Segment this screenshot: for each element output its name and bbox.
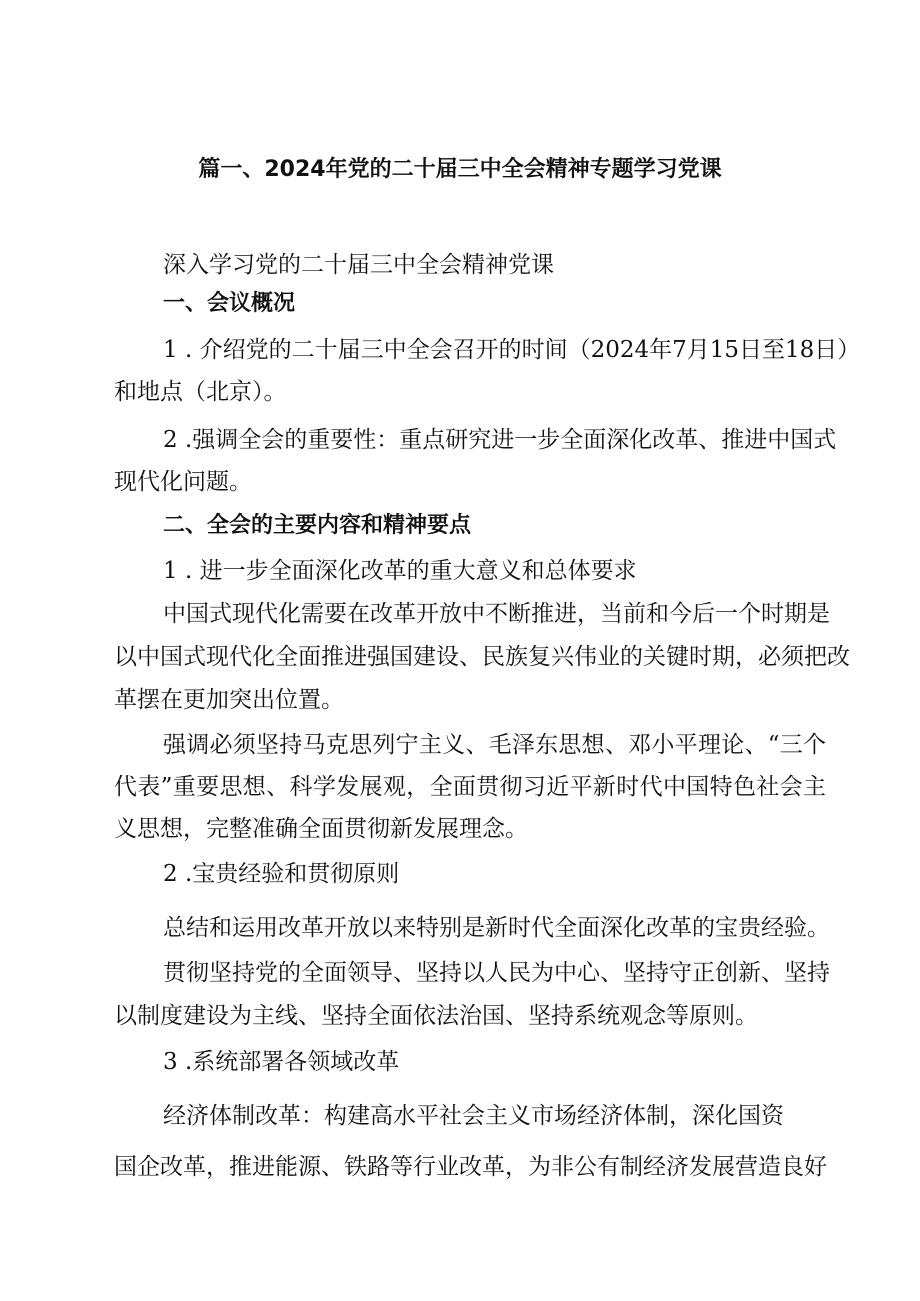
subtitle-line: 深入学习党的二十届三中全会精神党课: [163, 252, 554, 278]
paragraph-line: 强调必须坚持马克思列宁主义、毛泽东思想、邓小平理论、“三个: [163, 732, 826, 758]
paragraph-line: 革摆在更加突出位置。: [114, 687, 344, 713]
paragraph-line: 中国式现代化需要在改革开放中不断推进，当前和今后一个时期是: [163, 601, 830, 627]
paragraph-line: 和地点（北京）。: [114, 379, 287, 405]
paragraph-line: 以中国式现代化全面推进强国建设、民族复兴伟业的关键时期，必须把改: [114, 644, 850, 670]
paragraph-line: 国企改革，推进能源、铁路等行业改革，为非公有制经济发展营造良好: [114, 1154, 827, 1180]
paragraph-line: 总结和运用改革开放以来特别是新时代全面深化改革的宝贵经验。: [163, 915, 830, 941]
paragraph-line: 义思想，完整准确全面贯彻新发展理念。: [114, 816, 528, 842]
paragraph-line: 2 .宝贵经验和贯彻原则: [163, 861, 400, 887]
paragraph-line: 贯彻坚持党的全面领导、坚持以人民为中心、坚持守正创新、坚持: [163, 960, 830, 986]
paragraph-line: 经济体制改革：构建高水平社会主义市场经济体制，深化国资: [163, 1103, 784, 1129]
paragraph-line: 代表”重要思想、科学发展观，全面贯彻习近平新时代中国特色社会主: [114, 774, 826, 800]
paragraph-line: 3 .系统部署各领域改革: [163, 1049, 400, 1075]
section-heading-main-content: 二、全会的主要内容和精神要点: [163, 513, 472, 538]
section-heading-overview: 一、会议概况: [163, 291, 296, 316]
paragraph-line: 2 .强调全会的重要性：重点研究进一步全面深化改革、推进中国式: [163, 427, 837, 453]
paragraph-line: 1 . 进一步全面深化改革的重大意义和总体要求: [163, 558, 637, 584]
paragraph-line: 现代化问题。: [114, 469, 252, 495]
paragraph-line: 1 . 介绍党的二十届三中全会召开的时间（2024年7月15日至18日）: [163, 337, 861, 363]
paragraph-line: 以制度建设为主线、坚持全面依法治国、坚持系统观念等原则。: [114, 1003, 758, 1029]
document-title: 篇一、2024年党的二十届三中全会精神专题学习党课: [198, 157, 722, 182]
